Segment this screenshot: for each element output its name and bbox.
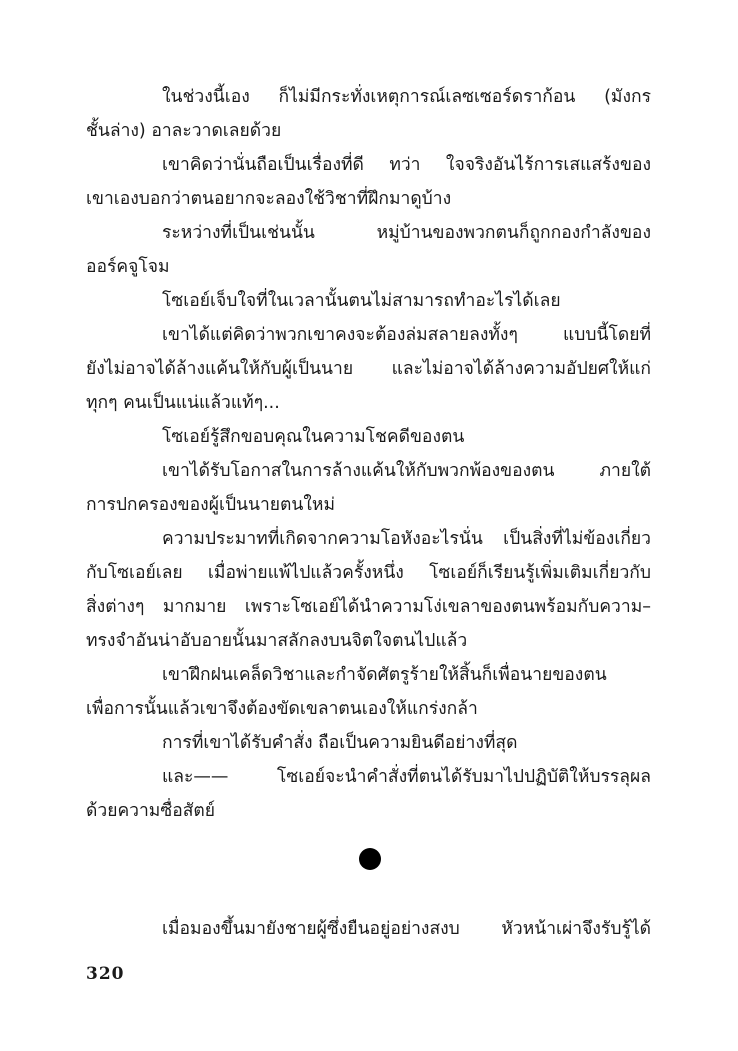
text-line: ชั้นล่าง) อาละวาดเลยด้วย (86, 121, 282, 141)
text-line: ทรงจำอันน่าอับอายนั้นมาสลักลงบนจิตใจตนไปแล้ว (86, 631, 468, 651)
text-line: การปกครองของผู้เป็นนายตนใหม่ (86, 495, 335, 515)
text-line: โซเอย์รู้สึกขอบคุณในความโชคดีของตน (162, 427, 465, 447)
section-break-dot (359, 848, 381, 870)
text-line: ทุกๆ คนเป็นแน่แล้วแท้ๆ... (86, 393, 280, 413)
text-line: และ—— โซเอย์จะนำคำสั่งที่ตนได้รับมาไปปฏิบัติให้บรรลุผล (162, 767, 651, 787)
text-line: เขาได้แต่คิดว่าพวกเขาคงจะต้องล่มสลายลงทั้งๆ แบบนี้โดยที่ (162, 325, 651, 345)
text-line: กับโซเอย์เลย เมื่อพ่ายแพ้ไปแล้วครั้งหนึ่ง โซเอย์ก็เรียนรู้เพิ่มเติมเกี่ยวกับ (86, 563, 651, 583)
text-line: เขาเองบอกว่าตนอยากจะลองใช้วิชาที่ฝึกมาดูบ้าง (86, 189, 452, 209)
text-line: เขาคิดว่านั่นถือเป็นเรื่องที่ดี ทว่า ใจจริงอันไร้การเสแสร้งของ (162, 155, 651, 175)
text-line: ระหว่างที่เป็นเช่นนั้น หมู่บ้านของพวกตนก็ถูกกองกำลังของ (162, 223, 651, 243)
text-line: สิ่งต่างๆ มากมาย เพราะโซเอย์ได้นำความโง่เขลาของตนพร้อมกับความ– (86, 597, 651, 617)
text-line: ความประมาทที่เกิดจากความโอหังอะไรนั่น เป็นสิ่งที่ไม่ข้องเกี่ยว (162, 529, 651, 549)
text-line: ยังไม่อาจได้ล้างแค้นให้กับผู้เป็นนาย และไม่อาจได้ล้างความอัปยศให้แก่ (86, 359, 651, 379)
text-line: โซเอย์เจ็บใจที่ในเวลานั้นตนไม่สามารถทำอะไรได้เลย (162, 291, 561, 311)
text-line: ในช่วงนี้เอง ก็ไม่มีกระทั่งเหตุการณ์เลซเซอร์ดราก้อน (มังกร (162, 87, 651, 107)
text-line: ออร์คจูโจม (86, 257, 170, 277)
text-line: เขาฝึกฝนเคล็ดวิชาและกำจัดศัตรูร้ายให้สิ้นก็เพื่อนายของตน (162, 665, 607, 685)
text-line: เมื่อมองขึ้นมายังชายผู้ซึ่งยืนอยู่อย่างสงบ หัวหน้าเผ่าจึงรับรู้ได้ (162, 919, 651, 939)
text-line: ด้วยความซื่อสัตย์ (86, 801, 216, 821)
text-line: การที่เขาได้รับคำสั่ง ถือเป็นความยินดีอย่างที่สุด (162, 733, 518, 753)
page-number: 320 (86, 964, 125, 984)
text-line: เขาได้รับโอกาสในการล้างแค้นให้กับพวกพ้องของตน ภายใต้ (162, 461, 651, 481)
text-line: เพื่อการนั้นแล้วเขาจึงต้องขัดเขลาตนเองให้แกร่งกล้า (86, 699, 478, 719)
